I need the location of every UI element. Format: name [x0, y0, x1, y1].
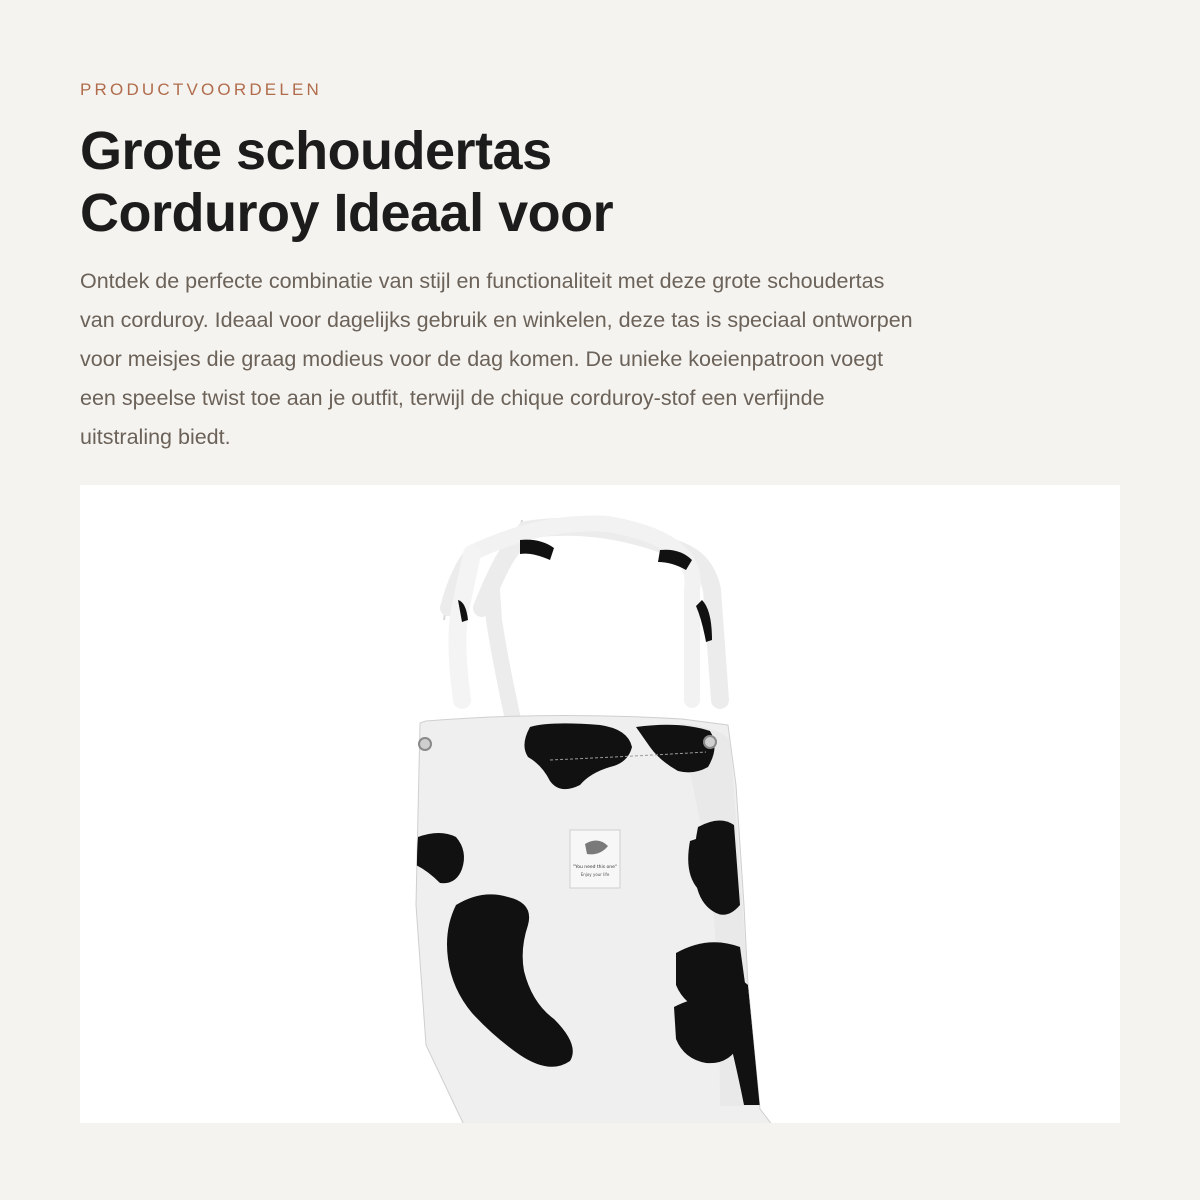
bag-handles — [444, 520, 720, 724]
description-line: uitstraling biedt. — [80, 425, 231, 449]
section-eyebrow: PRODUCTVOORDELEN — [80, 80, 323, 99]
description-line: een speelse twist toe aan je outfit, terwijl de chique corduroy-stof een verfijnde — [80, 386, 825, 410]
description-line: van corduroy. Ideaal voor dagelijks gebruik en winkelen, deze tas is speciaal ontworpen — [80, 308, 913, 332]
cow-print-tote-bag-image — [80, 485, 1120, 1123]
description-line: Ontdek de perfecte combinatie van stijl en functionaliteit met deze grote schoudertas — [80, 269, 885, 293]
description-line: voor meisjes die graag modieus voor de dag komen. De unieke koeienpatroon voegt — [80, 347, 884, 371]
bag-body — [416, 715, 780, 1123]
product-title-line: Corduroy Ideaal voor — [80, 183, 614, 243]
product-description — [80, 262, 1110, 457]
product-title — [80, 120, 1080, 244]
bag-label — [570, 830, 620, 888]
label-text-line1: "You need this one" — [572, 865, 618, 870]
product-title-line: Grote schoudertas — [80, 121, 552, 181]
label-text-line2: Enjoy your life — [580, 872, 610, 877]
product-image — [80, 485, 1120, 1123]
